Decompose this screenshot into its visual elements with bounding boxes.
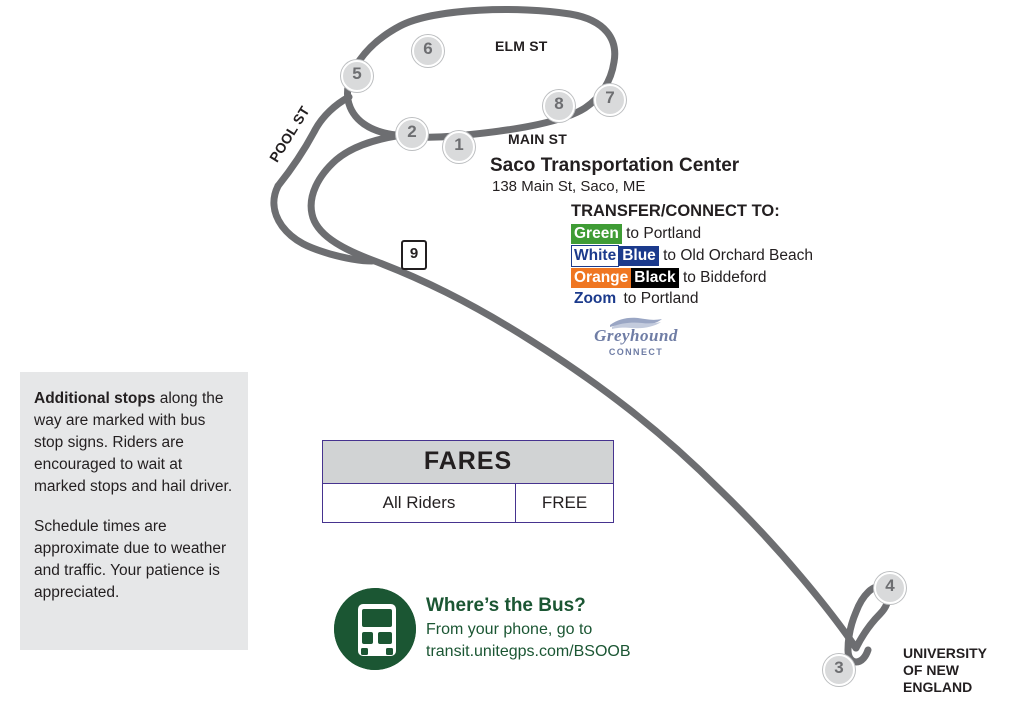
destination-line-3: ENGLAND — [903, 679, 973, 695]
wheres-the-bus-text — [426, 595, 726, 663]
greyhound-wordmark: Greyhound — [594, 326, 678, 345]
stop-marker-5[interactable]: 5 — [341, 60, 373, 92]
street-label-pool-st: POOL ST — [265, 103, 313, 165]
wheres-the-bus-line-1: From your phone, go to — [426, 621, 593, 638]
street-label-main-st: MAIN ST — [508, 131, 567, 147]
bus-icon-graphic — [334, 588, 416, 670]
additional-stops-note-box — [20, 372, 248, 650]
route-chip-white: White — [571, 245, 619, 267]
stop-marker-4[interactable]: 4 — [874, 572, 906, 604]
destination-line-1: UNIVERSITY — [903, 645, 988, 661]
note-paragraph-1-bold: Additional stops — [34, 390, 156, 407]
stop-marker-1[interactable]: 1 — [443, 131, 475, 163]
greyhound-connect-subtitle: CONNECT — [608, 347, 664, 357]
note-paragraph-1-rest: along the way are marked with bus stop signs. Riders are encouraged to wait at marked stops and hail driver. — [34, 390, 233, 495]
transfer-row-zoom-tail: to Portland — [619, 290, 699, 307]
greyhound-connect-logo — [576, 314, 696, 357]
route-chip-green: Green — [571, 224, 622, 244]
street-label-elm-st: ELM ST — [495, 38, 548, 54]
transfer-row-green-tail: to Portland — [621, 225, 702, 242]
transfer-heading: TRANSFER/CONNECT TO: — [571, 202, 780, 220]
stop-marker-7[interactable]: 7 — [594, 84, 626, 116]
transfer-row-green — [571, 224, 901, 244]
destination-line-2: OF NEW — [903, 662, 959, 678]
route-shield-9: 9 — [401, 240, 427, 270]
transfer-row-orange-black — [571, 268, 901, 288]
destination-label-une — [903, 645, 987, 696]
transfer-row-zoom — [571, 289, 901, 309]
fares-rider-value: FREE — [541, 493, 588, 512]
transfer-connect-block — [571, 202, 901, 310]
stop-marker-8[interactable]: 8 — [543, 90, 575, 122]
transfer-row-white-blue-tail: to Old Orchard Beach — [658, 247, 813, 264]
fares-table — [322, 440, 614, 523]
route-chip-orange: Orange — [571, 268, 631, 288]
stop-marker-3[interactable]: 3 — [823, 654, 855, 686]
note-paragraph-2: Schedule times are approximate due to weather and traffic. Your patience is appreciated. — [34, 518, 227, 601]
wheres-the-bus-url[interactable]: transit.unitegps.com/BSOOB — [426, 643, 631, 660]
route-chip-blue: Blue — [619, 246, 659, 266]
note-paragraph-1 — [20, 372, 248, 498]
fares-row-all-riders — [323, 484, 613, 522]
fares-title: FARES — [323, 441, 613, 484]
bus-icon — [334, 588, 416, 670]
route-chip-black: Black — [631, 268, 678, 288]
transfer-row-orange-black-tail: to Biddeford — [678, 269, 767, 286]
stop-marker-6[interactable]: 6 — [412, 35, 444, 67]
route-pool-hook — [274, 186, 372, 261]
fares-rider-label: All Riders — [323, 484, 516, 522]
route-chip-zoom: Zoom — [571, 289, 619, 309]
transportation-center-address: 138 Main St, Saco, ME — [492, 178, 646, 195]
stop-marker-2[interactable]: 2 — [396, 118, 428, 150]
route-upper-loop — [348, 10, 615, 138]
wheres-the-bus-title: Where’s the Bus? — [426, 595, 586, 616]
transfer-row-white-blue — [571, 245, 901, 267]
transportation-center-title: Saco Transportation Center — [490, 155, 740, 176]
